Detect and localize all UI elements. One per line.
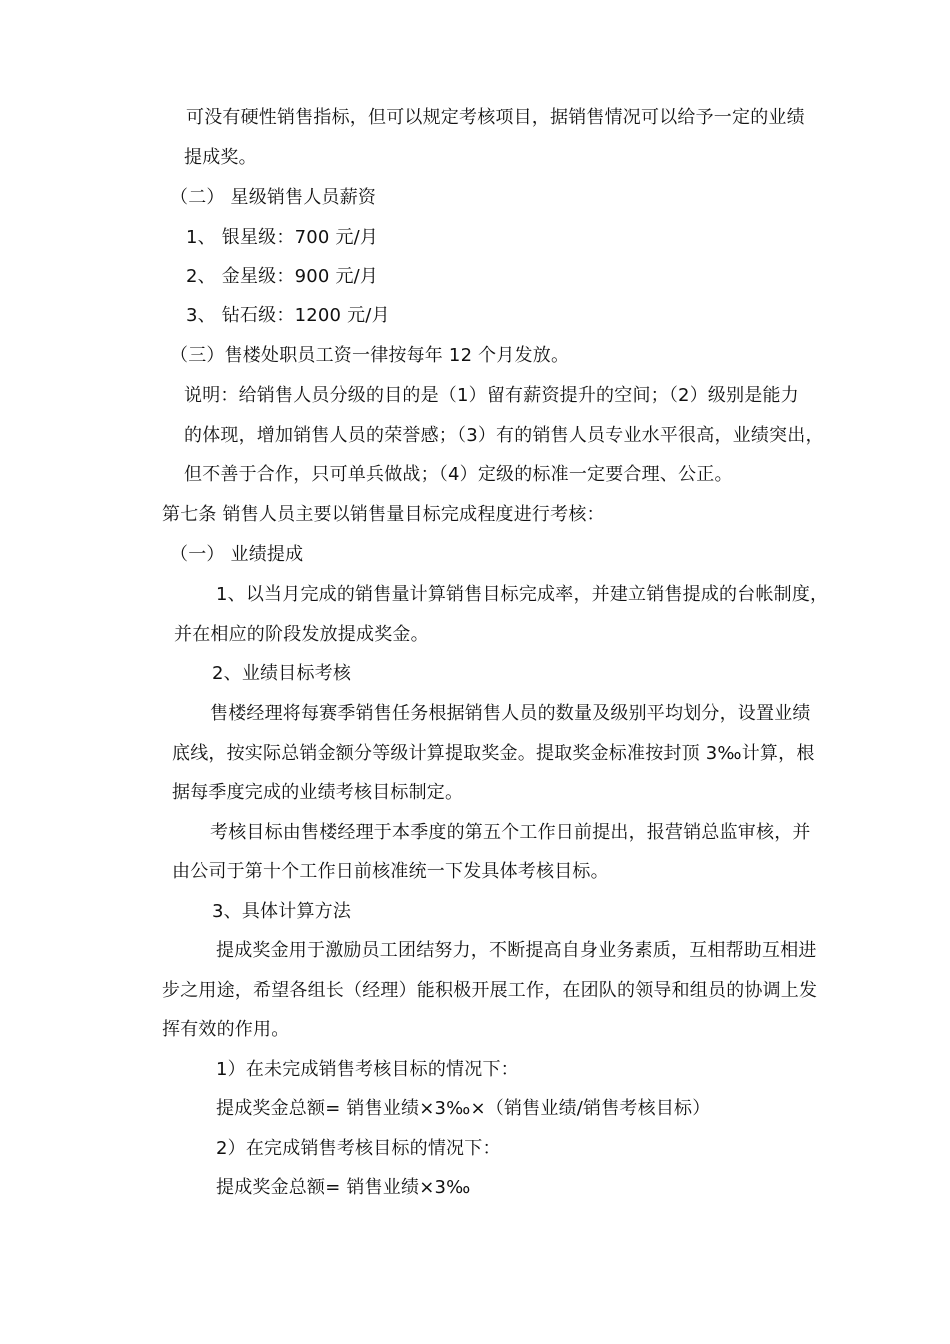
article-heading: 第七条 销售人员主要以销售量目标完成程度进行考核： bbox=[162, 504, 605, 525]
text-line: 但不善于合作，只可单兵做战；（4）定级的标准一定要合理、公正。 bbox=[184, 464, 733, 485]
list-item: 1、 银星级：700 元/月 bbox=[186, 227, 379, 248]
list-item: 1）在未完成销售考核目标的情况下： bbox=[216, 1059, 519, 1080]
text-line: 底线，按实际总销金额分等级计算提取奖金。提取奖金标准按封顶 3‰计算，根 bbox=[172, 743, 815, 764]
section-heading: （三）售楼处职员工资一律按每年 12 个月发放。 bbox=[170, 345, 570, 366]
text-line: 提成奖金用于激励员工团结努力，不断提高自身业务素质，互相帮助互相进 bbox=[216, 940, 817, 961]
list-item: 2、 金星级：900 元/月 bbox=[186, 266, 379, 287]
formula-line: 提成奖金总额= 销售业绩×3‰ bbox=[216, 1177, 471, 1198]
formula-line: 提成奖金总额= 销售业绩×3‰×（销售业绩/销售考核目标） bbox=[216, 1098, 711, 1119]
subsection-heading: 3、具体计算方法 bbox=[212, 901, 352, 922]
text-line: 考核目标由售楼经理于本季度的第五个工作日前提出，报营销总监审核，并 bbox=[210, 822, 811, 843]
text-line: 并在相应的阶段发放提成奖金。 bbox=[174, 624, 429, 645]
text-line: 售楼经理将每赛季销售任务根据销售人员的数量及级别平均划分，设置业绩 bbox=[210, 703, 811, 724]
text-line: 据每季度完成的业绩考核目标制定。 bbox=[172, 782, 464, 803]
list-item: 2）在完成销售考核目标的情况下： bbox=[216, 1138, 501, 1159]
text-line: 由公司于第十个工作日前核准统一下发具体考核目标。 bbox=[172, 861, 609, 882]
section-heading: （一） 业绩提成 bbox=[170, 544, 304, 565]
section-heading: （二） 星级销售人员薪资 bbox=[170, 187, 377, 208]
text-line: 步之用途，希望各组长（经理）能积极开展工作，在团队的领导和组员的协调上发 bbox=[162, 980, 818, 1001]
text-line: 1、以当月完成的销售量计算销售目标完成率，并建立销售提成的台帐制度， bbox=[216, 584, 829, 605]
text-line: 可没有硬性销售指标，但可以规定考核项目，据销售情况可以给予一定的业绩 bbox=[186, 107, 805, 128]
text-line: 说明：给销售人员分级的目的是（1）留有薪资提升的空间；（2）级别是能力 bbox=[184, 385, 799, 406]
subsection-heading: 2、业绩目标考核 bbox=[212, 663, 352, 684]
text-line: 的体现，增加销售人员的荣誉感；（3）有的销售人员专业水平很高，业绩突出， bbox=[184, 425, 824, 446]
list-item: 3、 钻石级：1200 元/月 bbox=[186, 305, 390, 326]
text-line: 提成奖。 bbox=[184, 147, 257, 168]
text-line: 挥有效的作用。 bbox=[162, 1019, 290, 1040]
